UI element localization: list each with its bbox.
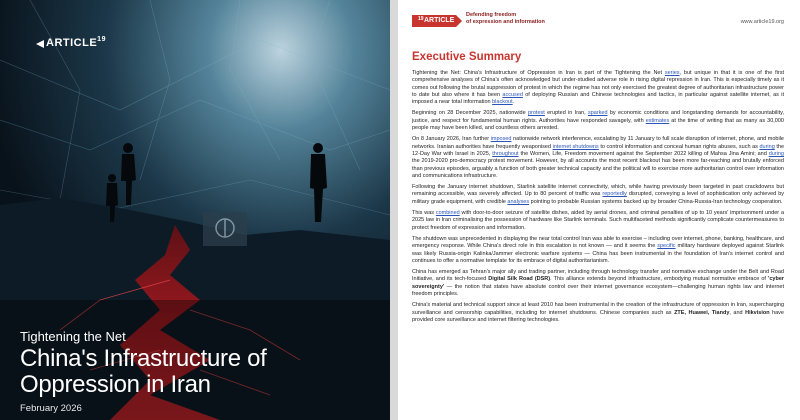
- paragraph-text: Following the January internet shutdown, Starlink satellite internet connectivity, which, while having previously been targeted in past crackdowns but remaining accessible, was severely affected. Up to 80 percent of traffic was: [412, 184, 784, 198]
- paragraph-text: pointing to probable Russian systems backed up by broader China-Russia-Iran technology cooperation.: [529, 198, 783, 205]
- cover-title: China's Infrastructure of Oppression in Iran: [20, 345, 267, 398]
- paragraph-text: at the time of writing that as many as 30,000 people may have been killed, and countless others arrested.: [412, 117, 784, 132]
- cover-date: February 2026: [20, 403, 82, 414]
- doc-tagline-line-2: of expression and information: [466, 19, 545, 25]
- paragraph-text: .: [512, 99, 515, 106]
- paragraph-text: , but unique in that it is one of the first comprehensive analyses of China's often acknowledged but under-studied adverse role in rising digital repression in Iran. This is especially timely as it comes out following the brutal suppression of protest in which the regime has not only exercised the greatest degree of authoritarian infrastructure power to date but also where it has been: [412, 70, 784, 98]
- article19-logo: [36, 37, 116, 51]
- paragraph-text: erupted in Iran,: [544, 110, 588, 117]
- section-heading: Executive Summary: [412, 51, 522, 63]
- paragraph-text: . This alliance extends beyond infrastructure, embodying mutual normative embrace of: [550, 276, 769, 283]
- logo-arrow-icon: [36, 40, 44, 48]
- doc-logo-number: 19: [418, 16, 424, 22]
- summary-body: [412, 70, 784, 328]
- summary-paragraph: [412, 136, 784, 180]
- summary-paragraph: [412, 184, 784, 206]
- paragraph-text: the Women, Life, Freedom movement against the September 2022 killing of Mahsa Jina Amini; and: [518, 150, 769, 157]
- doc-logo-arrow-icon: [456, 15, 462, 27]
- paragraph-text: with door-to-door seizure of satellite dishes, aided by aerial drones, and criminal penalties of up to 10 years' imprisonment under a 2025 law in Iran criminalising the possession of hardware like Starlink terminals. Such multifaceted methods significantly complicate countermeasures to protect freedom of expression and information.: [412, 210, 784, 231]
- doc-tagline: [466, 12, 545, 26]
- inline-link[interactable]: imposed: [490, 136, 512, 143]
- page-header: [412, 11, 792, 33]
- inline-link[interactable]: reportedly: [602, 191, 627, 198]
- inline-link[interactable]: blackout: [492, 99, 513, 106]
- report-cover: [0, 0, 390, 420]
- paragraph-text: disrupted, conveying a level of sophistication only achieved by military grade equipment, with credible: [412, 191, 785, 205]
- inline-link[interactable]: accused: [502, 91, 523, 98]
- inline-link[interactable]: analyses: [507, 198, 530, 205]
- paragraph-text: This was: [412, 210, 436, 217]
- paragraph-text: by economic conditions and longstanding demands for accountability, justice, and respect for fundamental human rights. Authorities have responded savagely, with: [412, 110, 784, 124]
- paragraph-text: — the notion that states have absolute control over their internet governance ecosystem—challenging human rights law and internet freedom principles.: [412, 283, 784, 298]
- paragraph-text: The shutdown was unprecedented in displaying the near total control Iran was able to exercise – including over internet, phone, banking, healthcare, and emergency response. While China's direct role in this escalation is not known — and it seems the: [412, 235, 784, 250]
- doc-logo-text: [418, 16, 455, 24]
- paragraph-text: to control information and conceal human rights abuses, such as: [598, 143, 760, 150]
- inline-link[interactable]: throughout: [492, 150, 519, 157]
- paragraph-text: On 8 January 2026, Iran further: [412, 136, 491, 143]
- cover-logo-number: 19: [97, 36, 106, 43]
- paragraph-text: of deploying Russian and Chinese technologies and tactics, in particular against satellite internet, as it imposed a near total information: [412, 91, 784, 106]
- doc-article19-logo: [412, 15, 456, 27]
- doc-logo-word: ARTICLE: [424, 17, 455, 24]
- paragraph-text: the 2019-2020 pro-democracy protest movement. However, by all accounts the most recent blackout has been more far-reaching and brutally enforced than previous episodes, arguably a function of both greater technical capacity and the political will to exercise more authoritarian control over information and communications infrastructure.: [412, 158, 784, 179]
- summary-paragraph: [412, 70, 784, 106]
- paragraph-text: the 12-Day War with Israel in 2025,: [412, 143, 784, 157]
- bold-term: 'cyber sovereignty': [412, 276, 785, 290]
- summary-paragraph: [412, 269, 784, 298]
- paragraph-text: military hardware deployed against Starlink was likely Russia-origin Kalinka/Jammer electronic warfare systems — China has been instrumental in the foundation of Iran's internet control and continues to offer a normative template for its embrace of digital authoritarianism.: [412, 243, 784, 264]
- bold-term: Digital Silk Road (DSR): [488, 276, 551, 283]
- executive-summary-page: [398, 0, 800, 420]
- summary-paragraph: [412, 210, 784, 232]
- inline-link[interactable]: specific: [657, 243, 676, 250]
- inline-link[interactable]: protest: [527, 110, 545, 117]
- paragraph-text: nationwide network interference, escalating by 11 January to full scale disruption of internet, phone, and mobile networks. Iranian authorities have frequently weaponised: [412, 136, 784, 150]
- paragraph-text: have provided core surveillance and internet filtering technologies.: [412, 309, 784, 323]
- paragraph-text: China's material and technical support since at least 2010 has been instrumental in the creation of the infrastructure of oppression in Iran, supercharging surveillance and censorship capabilities, including for internet shutdowns. Chinese companies such as: [412, 302, 784, 316]
- paragraph-text: China has emerged as Tehran's major ally and trading partner, including through technology transfer and normative exchange under the Belt and Road Initiative, and its tech-focused: [412, 269, 784, 283]
- inline-link[interactable]: combined: [435, 210, 460, 217]
- doc-tagline-line-1: Defending freedom: [466, 12, 517, 18]
- bold-term: ZTE, Huawei, Tiandy: [674, 309, 730, 316]
- cover-logo-word: ARTICLE: [46, 37, 98, 49]
- inline-link[interactable]: internet shutdowns: [552, 143, 599, 150]
- summary-paragraph: [412, 302, 784, 324]
- cover-pretitle: Tightening the Net: [20, 329, 126, 344]
- paragraph-text: Beginning on 28 December 2025, nationwide: [412, 110, 528, 117]
- inline-link[interactable]: series: [664, 70, 680, 76]
- summary-paragraph: [412, 236, 784, 265]
- inline-link[interactable]: sparked: [587, 110, 608, 117]
- paragraph-text: , and: [729, 309, 746, 316]
- inline-link[interactable]: during: [768, 150, 784, 157]
- bold-term: Hikvision: [745, 309, 770, 316]
- cover-logo-text: [46, 37, 106, 49]
- doc-url[interactable]: www.article19.org: [740, 19, 784, 25]
- inline-link[interactable]: during: [759, 143, 775, 150]
- summary-paragraph: [412, 110, 784, 132]
- inline-link[interactable]: estimates: [645, 117, 670, 124]
- paragraph-text: Tightening the Net: China's Infrastructure of Oppression in Iran is part of the Tightening the Net: [412, 70, 665, 76]
